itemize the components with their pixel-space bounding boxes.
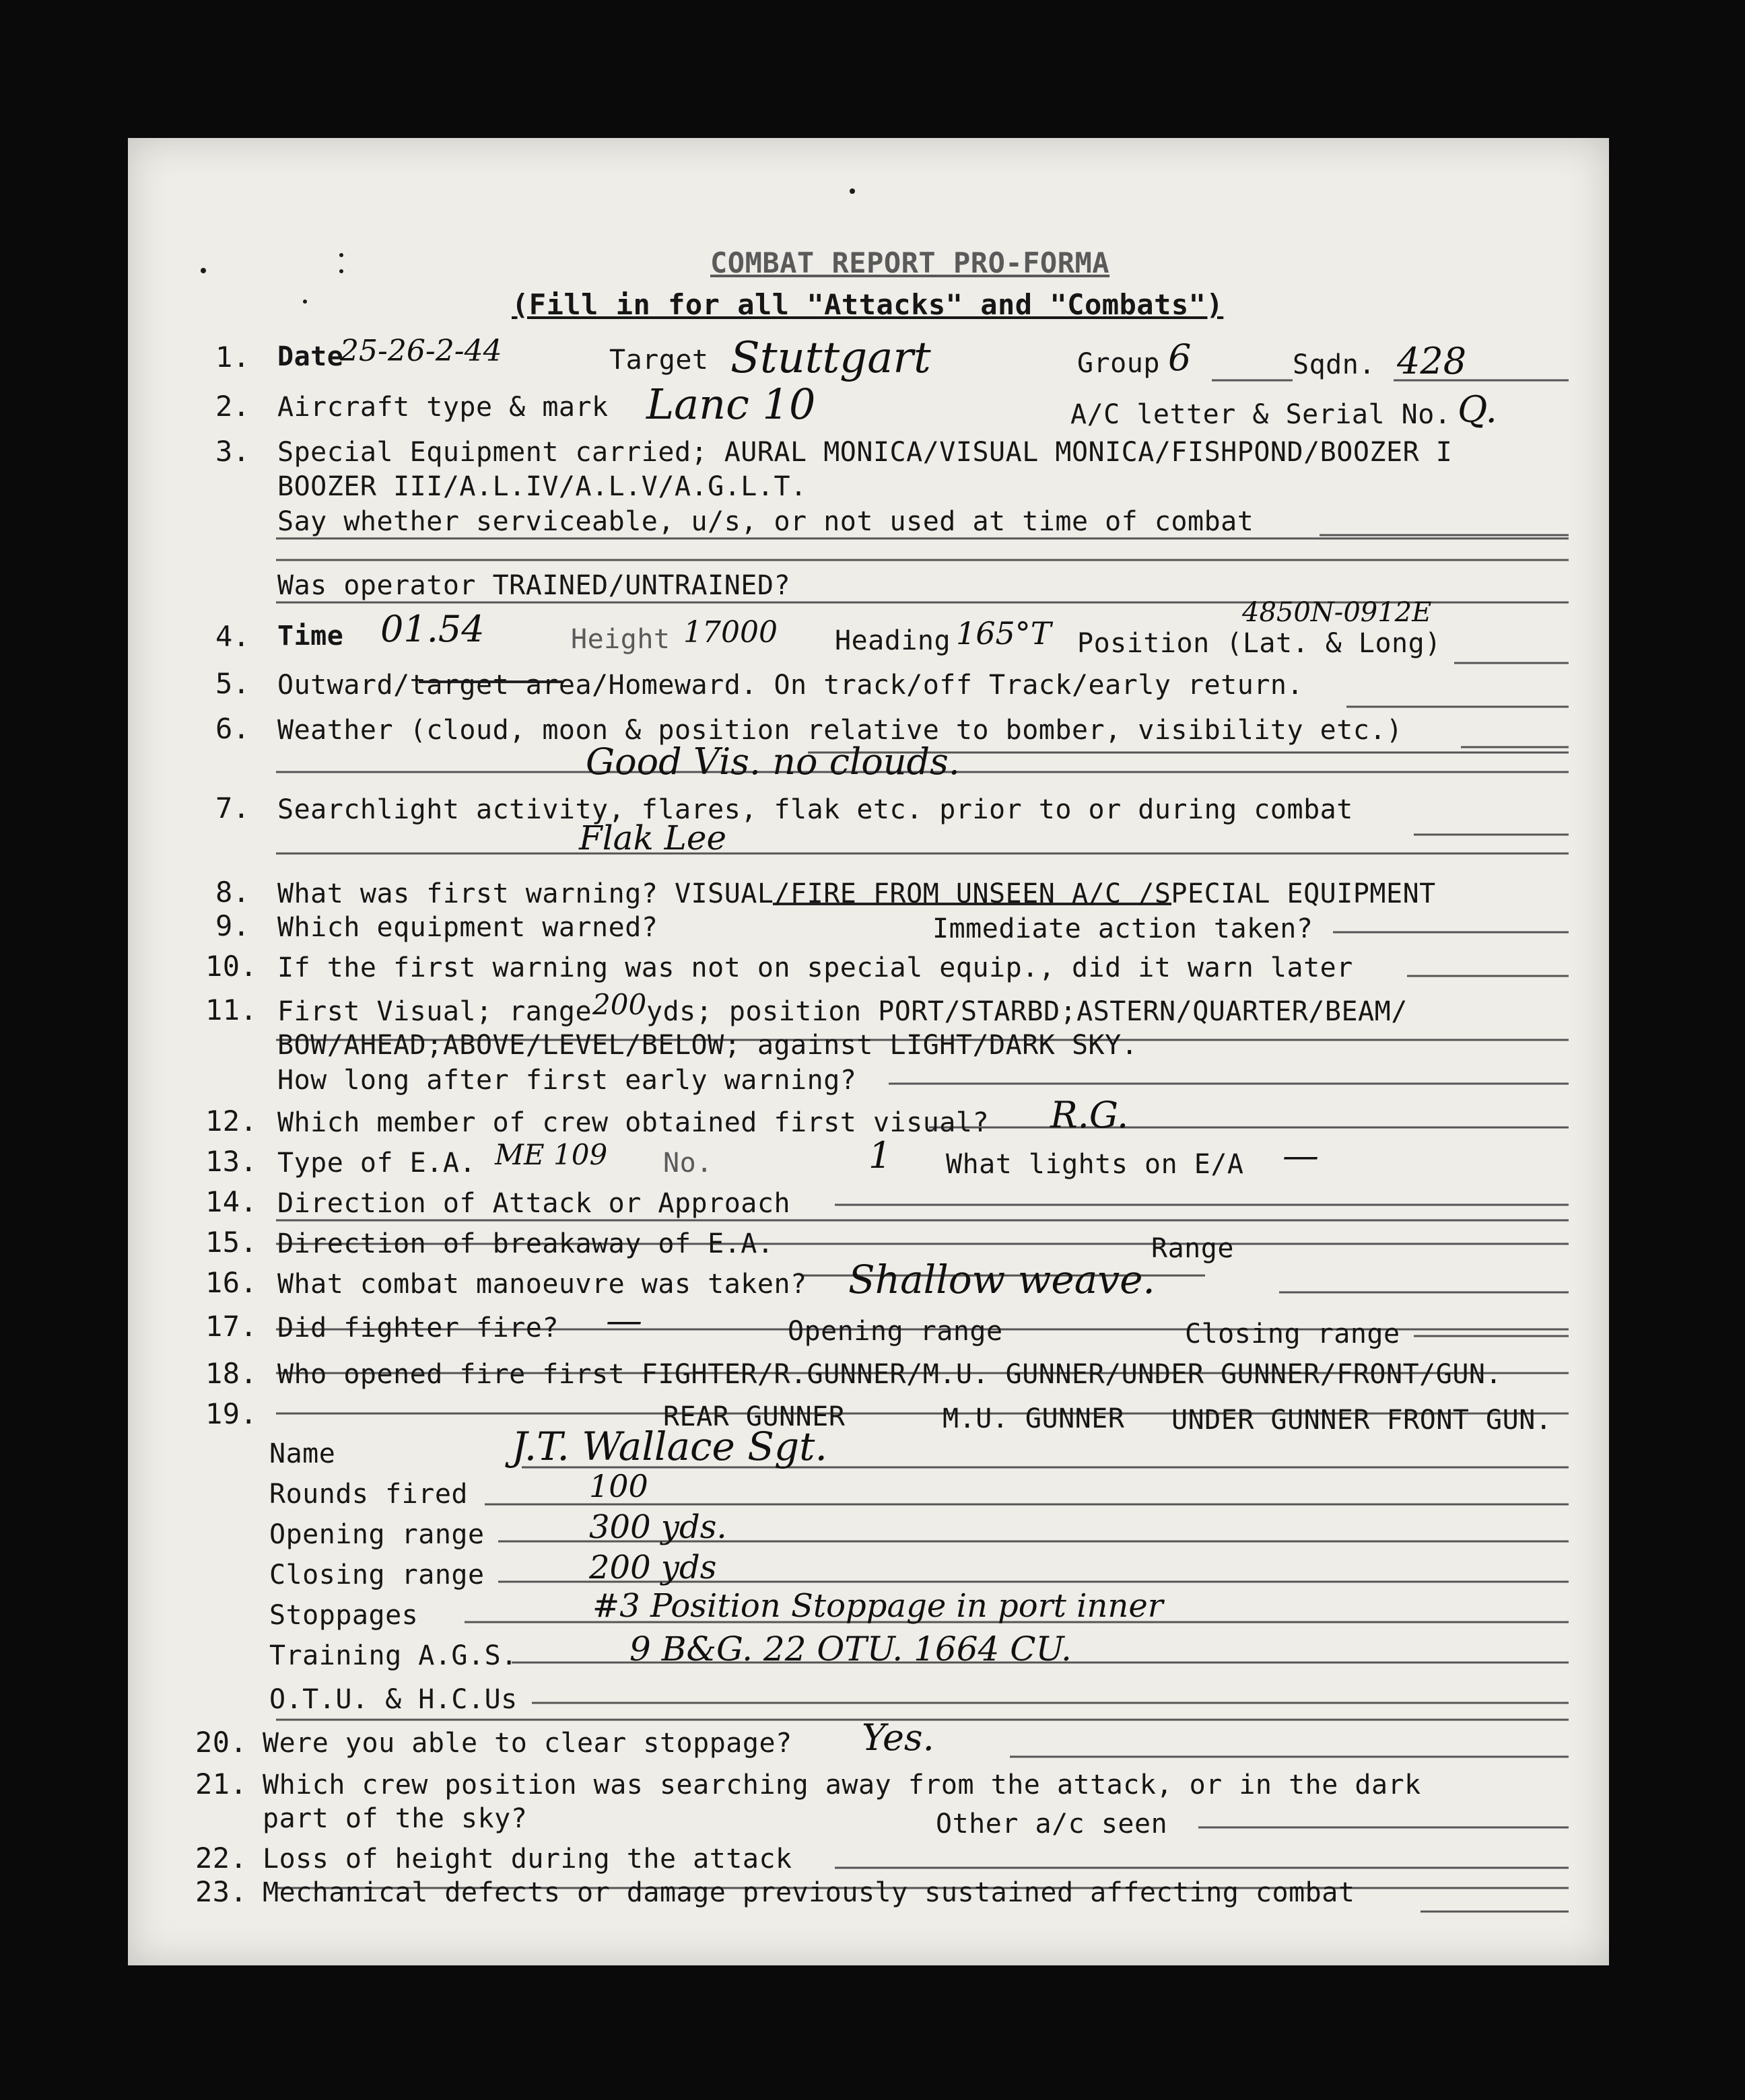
field-clear-stoppage: Were you able to clear stoppage? [263,1728,792,1759]
row-number: 2. [215,390,250,423]
form-title: COMBAT REPORT PRO-FORMA [710,246,1110,279]
field-training: Training A.G.S. [269,1640,518,1671]
field-special-equipment: Special Equipment carried; AURAL MONICA/VISUAL MONICA/FISHPOND/BOOZER I [277,437,1453,468]
field-target-label: Target [609,345,709,376]
row-number: 4. [215,620,250,653]
ink-speck [201,268,206,273]
field-ea-lights-label: What lights on E/A [946,1149,1244,1180]
cleared-handwritten: Yes. [862,1716,934,1759]
ea-no-handwritten: 1 [868,1134,892,1177]
position-handwritten: 4850N-0912E [1242,597,1432,628]
row-number: 21. [195,1768,248,1800]
training-handwritten: 9 B&G. 22 OTU. 1664 CU. [629,1630,1072,1669]
field-outward-homeward: Outward/target area/Homeward. On track/off Track/early return. [277,670,1304,701]
field-equipment-warned: Which equipment warned? [277,912,658,943]
field-time-label: Time [277,621,344,652]
stoppages-handwritten: #3 Position Stoppage in port inner [592,1587,1163,1625]
row-number: 5. [215,667,250,700]
row-number: 13. [205,1145,258,1178]
field-serial-label: A/C letter & Serial No. [1070,399,1451,430]
row-number: 14. [205,1185,258,1218]
field-closing-range: Closing range [1185,1319,1400,1350]
field-gunner-closing-range: Closing range [269,1560,485,1590]
field-dark-part-sky: part of the sky? [263,1803,528,1834]
ink-speck [303,300,307,304]
field-searchlight-label: Searchlight activity, flares, flak etc. prior to or during combat [277,794,1353,825]
field-fighter-fire: Did fighter fire? [277,1312,559,1343]
row-number: 22. [195,1842,248,1875]
field-crew-first-visual: Which member of crew obtained first visual? [277,1107,990,1138]
field-first-visual-bow: BOW/AHEAD;ABOVE/LEVEL/BELOW; against LIGHT/DARK SKY. [277,1030,1138,1061]
field-date-label: Date [277,341,344,372]
field-breakaway-range: Range [1151,1233,1234,1264]
field-gunner-name: Name [269,1438,336,1469]
aircraft-handwritten: Lanc 10 [646,380,816,429]
row-number: 7. [215,792,250,825]
row-number: 9. [215,909,250,942]
field-other-ac-seen: Other a/c seen [936,1809,1168,1840]
sqdn-handwritten: 428 [1397,340,1467,382]
fighter-fire-handwritten: — [606,1299,642,1341]
row-number: 11. [205,993,258,1026]
field-mechanical-defects: Mechanical defects or damage previously sustained affecting combat [263,1877,1355,1908]
gunner-name-handwritten: J.T. Wallace Sgt. [512,1424,827,1469]
field-weather-label: Weather (cloud, moon & position relative to bomber, visibility etc.) [277,715,1403,746]
field-first-visual-label: First Visual; range [277,996,592,1027]
field-gunner-opening-range: Opening range [269,1519,485,1550]
row-number: 15. [205,1226,258,1259]
row-number: 18. [205,1357,258,1390]
field-breakaway-direction: Direction of breakaway of E.A. [277,1228,774,1259]
rounds-handwritten: 100 [589,1468,648,1504]
group-handwritten: 6 [1168,337,1192,379]
row-number: 8. [215,876,250,909]
ink-speck [339,269,343,273]
field-heading-label: Heading [835,625,951,656]
field-searching-position: Which crew position was searching away from the attack, or in the dark [263,1770,1421,1800]
weather-handwritten: Good Vis. no clouds. [586,740,960,783]
heading-handwritten: 165°T [956,615,1052,652]
form-subtitle: (Fill in for all "Attacks" and "Combats") [512,288,1224,321]
row-number: 3. [215,435,250,468]
closing-range-handwritten: 200 yds [589,1549,717,1586]
field-ea-no-label: No. [663,1148,713,1179]
height-handwritten: 17000 [683,615,778,650]
field-loss-of-height: Loss of height during the attack [263,1844,792,1875]
time-handwritten: 01.54 [380,608,485,650]
field-operator-trained: Was operator TRAINED/UNTRAINED? [277,570,791,601]
target-handwritten: Stuttgart [730,333,931,383]
col-under-front-gunner: UNDER GUNNER FRONT GUN. [1171,1405,1552,1436]
row-number: 16. [205,1266,258,1299]
field-ea-type-label: Type of E.A. [277,1148,476,1179]
field-group-label: Group [1077,348,1160,379]
serial-handwritten: Q. [1458,388,1497,431]
field-special-equipment-cont: BOOZER III/A.L.IV/A.L.V/A.G.L.T. [277,471,807,502]
row-number: 19. [205,1397,258,1430]
col-rear-gunner: REAR GUNNER [663,1401,846,1432]
ink-speck [850,188,855,194]
row-number: 10. [205,950,258,983]
field-serviceable-question: Say whether serviceable, u/s, or not used at time of combat [277,506,1254,537]
visual-range-handwritten: 200 [592,988,647,1021]
row-number: 20. [195,1726,248,1759]
field-stoppages: Stoppages [269,1600,419,1631]
field-warn-later: If the first warning was not on special equip., did it warn later [277,952,1353,983]
field-opened-fire: Who opened fire first FIGHTER/R.GUNNER/M.U. GUNNER/UNDER GUNNER/FRONT/GUN. [277,1359,1503,1390]
row-number: 17. [205,1310,258,1343]
ea-lights-handwritten: — [1282,1134,1319,1177]
searchlight-handwritten: Flak Lee [579,818,727,858]
field-height-label: Height [571,624,671,655]
row-number: 6. [215,712,250,745]
field-early-warning: How long after first early warning? [277,1065,857,1096]
field-sqdn-label: Sqdn. [1293,349,1375,380]
col-mu-gunner: M.U. GUNNER [943,1403,1125,1434]
field-opening-range: Opening range [788,1316,1003,1347]
field-immediate-action: Immediate action taken? [932,913,1313,944]
date-handwritten: 25-26-2-44 [340,334,502,368]
field-attack-direction: Direction of Attack or Approach [277,1188,791,1219]
field-otu-hcu: O.T.U. & H.C.Us [269,1684,518,1715]
visual-member-handwritten: R.G. [1050,1094,1129,1136]
field-first-visual-position: yds; position PORT/STARBD;ASTERN/QUARTER/BEAM/ [646,996,1408,1027]
opening-range-handwritten: 300 yds. [589,1508,727,1546]
row-number: 1. [215,341,250,374]
field-aircraft-label: Aircraft type & mark [277,392,609,423]
row-number: 12. [205,1105,258,1138]
row-number: 23. [195,1875,248,1908]
field-first-warning: What was first warning? VISUAL/FIRE FROM UNSEEN A/C /SPECIAL EQUIPMENT [277,878,1436,909]
ink-speck [339,253,343,257]
manoeuvre-handwritten: Shallow weave. [848,1257,1155,1302]
field-combat-manoeuvre: What combat manoeuvre was taken? [277,1269,807,1300]
ea-type-handwritten: ME 109 [495,1138,608,1171]
field-rounds-fired: Rounds fired [269,1479,468,1510]
field-position-label: Position (Lat. & Long) [1077,628,1441,659]
